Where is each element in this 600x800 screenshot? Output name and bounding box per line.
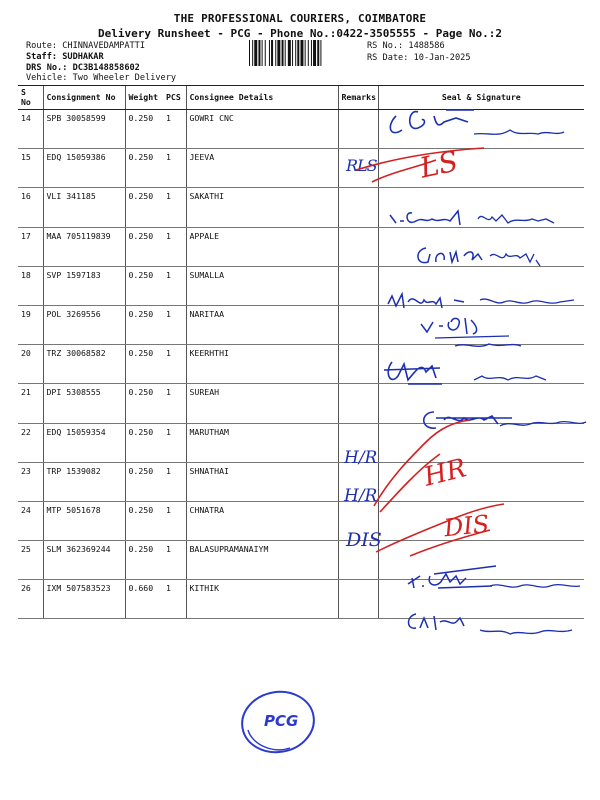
cell-pcs: 1	[163, 227, 186, 266]
barcode	[248, 40, 360, 66]
cell-signature	[378, 462, 584, 501]
cell-pcs: 1	[163, 305, 186, 344]
cell-sno: 18	[18, 266, 43, 305]
runsheet-title: Delivery Runsheet - PCG - Phone No.:0422-3505555 - Page No.:2	[98, 27, 502, 40]
cell-remarks	[338, 266, 378, 305]
remark-row-23: H/R	[344, 486, 378, 506]
cell-weight: 0.660	[125, 580, 163, 619]
table-row	[18, 149, 584, 188]
cell-remarks	[338, 423, 378, 462]
cell-pcs: 1	[163, 149, 186, 188]
cell-consignment-no: MTP 5051678	[43, 501, 125, 540]
runsheet-table	[18, 85, 584, 619]
cell-consignee: APPALE	[186, 227, 338, 266]
cell-sno: 14	[18, 110, 43, 149]
cell-remarks	[338, 541, 378, 580]
rs-date-value: 10-Jan-2025	[413, 53, 471, 63]
remark-row-15: RLS	[346, 156, 377, 175]
col-header-weight: Weight	[125, 86, 163, 110]
rs-no-value: 1488586	[408, 41, 445, 51]
cell-remarks	[338, 384, 378, 423]
cell-sno: 22	[18, 423, 43, 462]
cell-consignment-no: EDQ 15059386	[43, 149, 125, 188]
cell-weight: 0.250	[125, 384, 163, 423]
cell-consignee: KITHIK	[186, 580, 338, 619]
cell-consignment-no: DPI 5308555	[43, 384, 125, 423]
vehicle-line	[26, 73, 176, 84]
rs-no-line	[367, 41, 445, 52]
cell-weight: 0.250	[125, 462, 163, 501]
cell-pcs: 1	[163, 541, 186, 580]
cell-weight: 0.250	[125, 188, 163, 227]
cell-sno: 23	[18, 462, 43, 501]
cell-sno: 20	[18, 345, 43, 384]
table-row	[18, 423, 584, 462]
cell-consignee: CHNATRA	[186, 501, 338, 540]
cell-remarks	[338, 110, 378, 149]
cell-signature	[378, 541, 584, 580]
vehicle-value: Two Wheeler Delivery	[72, 73, 177, 83]
cell-consignment-no: SLM 362369244	[43, 541, 125, 580]
table-row	[18, 305, 584, 344]
cell-consignee: SAKATHI	[186, 188, 338, 227]
drs-value: DC3B148858602	[72, 63, 140, 73]
cell-consignment-no: TRZ 30068582	[43, 345, 125, 384]
cell-weight: 0.250	[125, 149, 163, 188]
cell-remarks	[338, 305, 378, 344]
cell-sno: 24	[18, 501, 43, 540]
col-header-remarks: Remarks	[338, 86, 378, 110]
cell-remarks	[338, 149, 378, 188]
cell-pcs: 1	[163, 384, 186, 423]
cell-weight: 0.250	[125, 266, 163, 305]
cell-pcs: 1	[163, 462, 186, 501]
table-row	[18, 227, 584, 266]
cell-consignee: MARUTHAM	[186, 423, 338, 462]
route-line	[26, 41, 145, 52]
cell-consignee: BALASUPRAMANAIYM	[186, 541, 338, 580]
cell-sno: 19	[18, 305, 43, 344]
cell-signature	[378, 149, 584, 188]
cell-consignment-no: TRP 1539082	[43, 462, 125, 501]
cell-consignment-no: IXM 507583523	[43, 580, 125, 619]
cell-signature	[378, 188, 584, 227]
cell-consignee: JEEVA	[186, 149, 338, 188]
cell-pcs: 1	[163, 501, 186, 540]
cell-signature	[378, 384, 584, 423]
cell-consignment-no: POL 3269556	[43, 305, 125, 344]
cell-signature	[378, 501, 584, 540]
table-row	[18, 188, 584, 227]
cell-weight: 0.250	[125, 501, 163, 540]
cell-remarks	[338, 188, 378, 227]
cell-sno: 21	[18, 384, 43, 423]
cell-signature	[378, 305, 584, 344]
cell-signature	[378, 423, 584, 462]
cell-signature	[378, 110, 584, 149]
cell-sno: 17	[18, 227, 43, 266]
cell-pcs: 1	[163, 580, 186, 619]
cell-pcs: 1	[163, 110, 186, 149]
table-row	[18, 501, 584, 540]
cell-consignee: KEERHTHI	[186, 345, 338, 384]
table-row	[18, 384, 584, 423]
cell-consignee: SUREAH	[186, 384, 338, 423]
staff-label: Staff:	[26, 52, 58, 62]
table-row	[18, 462, 584, 501]
cell-weight: 0.250	[125, 227, 163, 266]
rs-date-label: RS Date:	[367, 53, 409, 63]
table-row	[18, 266, 584, 305]
cell-signature	[378, 227, 584, 266]
cell-weight: 0.250	[125, 423, 163, 462]
remark-row-22: H/R	[344, 448, 378, 468]
vehicle-label: Vehicle:	[26, 73, 68, 83]
cell-pcs: 1	[163, 266, 186, 305]
stamp-text: PCG	[264, 712, 299, 730]
cell-consignee: SUMALLA	[186, 266, 338, 305]
cell-consignment-no: VLI 341185	[43, 188, 125, 227]
cell-sno: 25	[18, 541, 43, 580]
red-mark-row-15: LS	[416, 144, 461, 185]
cell-pcs: 1	[163, 188, 186, 227]
cell-remarks	[338, 501, 378, 540]
table-row	[18, 580, 584, 619]
table-header-row	[18, 86, 584, 110]
cell-consignment-no: SVP 1597183	[43, 266, 125, 305]
cell-pcs: 1	[163, 423, 186, 462]
cell-remarks	[338, 227, 378, 266]
remark-row-24: DIS	[346, 529, 382, 551]
red-mark-row-24: DIS	[442, 509, 491, 543]
cell-sno: 16	[18, 188, 43, 227]
cell-consignee: GOWRI CNC	[186, 110, 338, 149]
rs-no-label: RS No.:	[367, 41, 404, 51]
col-header-consignment: Consignment No	[43, 86, 125, 110]
red-mark-row-23: HR	[420, 453, 470, 493]
col-header-sno: S No	[18, 86, 43, 110]
drs-label: DRS No.:	[26, 63, 68, 73]
company-name: THE PROFESSIONAL COURIERS, COIMBATORE	[173, 12, 427, 25]
cell-weight: 0.250	[125, 110, 163, 149]
col-header-consignee: Consignee Details	[186, 86, 338, 110]
cell-consignee: SHNATHAI	[186, 462, 338, 501]
cell-pcs: 1	[163, 345, 186, 384]
route-value: CHINNAVEDAMPATTI	[62, 41, 146, 51]
cell-consignment-no: MAA 705119839	[43, 227, 125, 266]
cell-weight: 0.250	[125, 305, 163, 344]
cell-consignment-no: EDQ 15059354	[43, 423, 125, 462]
cell-weight: 0.250	[125, 345, 163, 384]
cell-sno: 15	[18, 149, 43, 188]
cell-consignment-no: SPB 30058599	[43, 110, 125, 149]
rs-date-line	[367, 53, 471, 64]
staff-line	[26, 52, 104, 63]
cell-remarks	[338, 580, 378, 619]
cell-signature	[378, 580, 584, 619]
cell-remarks	[338, 462, 378, 501]
route-label: Route:	[26, 41, 58, 51]
cell-signature	[378, 266, 584, 305]
cell-consignee: NARITAA	[186, 305, 338, 344]
cell-remarks	[338, 345, 378, 384]
table-row	[18, 541, 584, 580]
col-header-signature: Seal & Signature	[378, 86, 584, 110]
cell-sno: 26	[18, 580, 43, 619]
table-row	[18, 345, 584, 384]
staff-value: SUDHAKAR	[62, 52, 104, 62]
table-row	[18, 110, 584, 149]
col-header-pcs: PCS	[163, 86, 186, 110]
pcg-stamp	[238, 686, 320, 756]
cell-signature	[378, 345, 584, 384]
cell-weight: 0.250	[125, 541, 163, 580]
